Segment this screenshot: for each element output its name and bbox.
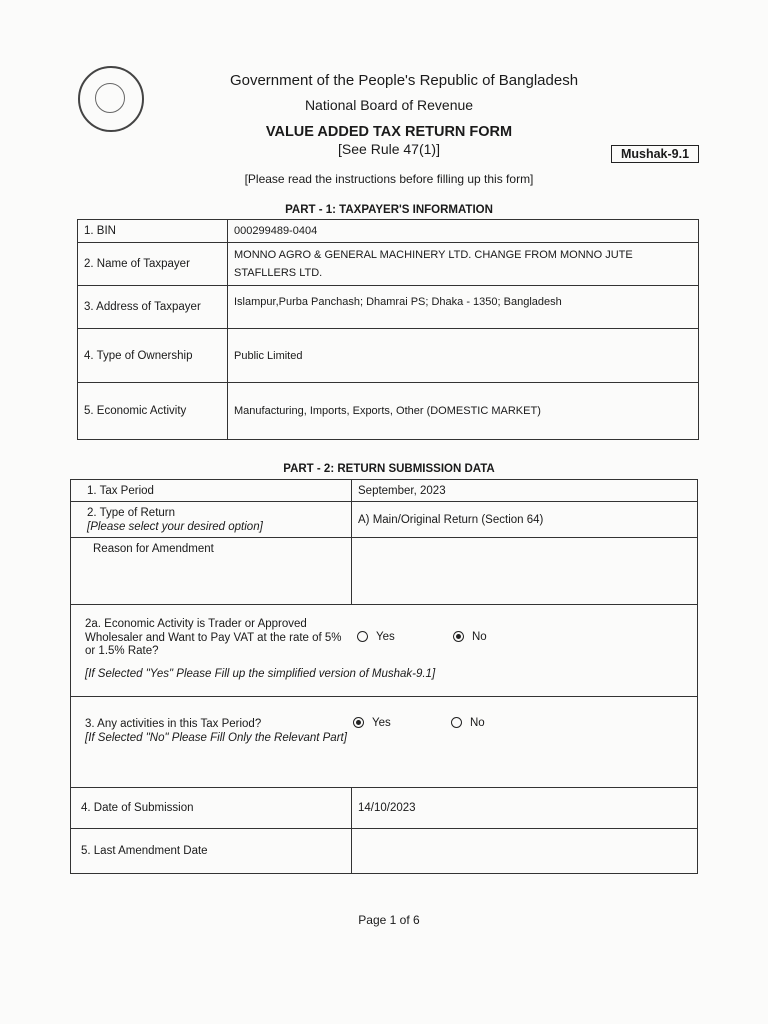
q3-yes-option[interactable] (353, 717, 391, 729)
q2a-note: [If Selected "Yes" Please Fill up the simplified version of Mushak-9.1] (85, 668, 436, 680)
form-title: VALUE ADDED TAX RETURN FORM (265, 124, 513, 140)
q3-label: 3. Any activities in this Tax Period? (85, 718, 262, 730)
taxpayer-address-label: 3. Address of Taxpayer (78, 286, 228, 329)
q3-no-radio[interactable] (451, 717, 462, 728)
type-of-return-value: A) Main/Original Return (Section 64) (352, 502, 698, 538)
economic-activity-label: 5. Economic Activity (78, 383, 228, 440)
part2-title: PART - 2: RETURN SUBMISSION DATA (283, 463, 495, 475)
q2a-no-option[interactable] (453, 631, 487, 643)
type-of-return-label: 2. Type of Return (87, 506, 176, 519)
government-heading: Government of the People's Republic of Bangladesh (229, 72, 579, 89)
bin-value: 000299489-0404 (228, 220, 699, 243)
table-row (71, 605, 698, 697)
table-row (71, 788, 698, 829)
table-row (78, 220, 699, 243)
return-submission-table (70, 479, 698, 874)
table-row (71, 697, 698, 788)
q3-yes-radio[interactable] (353, 717, 364, 728)
q2a-yes-radio[interactable] (357, 631, 368, 642)
q3-note: [If Selected "No" Please Fill Only the Relevant Part] (85, 732, 347, 744)
table-row (78, 383, 699, 440)
date-of-submission-label: 4. Date of Submission (71, 788, 352, 829)
q2a-no-label: No (472, 631, 487, 643)
table-row (71, 538, 698, 605)
date-of-submission-value: 14/10/2023 (352, 788, 698, 829)
q3-no-label: No (470, 717, 485, 729)
table-row (78, 243, 699, 286)
table-row (78, 286, 699, 329)
economic-activity-value: Manufacturing, Imports, Exports, Other (DOMESTIC MARKET) (228, 383, 699, 440)
q3-no-option[interactable] (451, 717, 485, 729)
last-amendment-date-label: 5. Last Amendment Date (71, 829, 352, 874)
reason-for-amendment-value (352, 538, 698, 605)
taxpayer-name-label: 2. Name of Taxpayer (78, 243, 228, 286)
tax-period-label: 1. Tax Period (71, 480, 352, 502)
form-instructions: [Please read the instructions before filling up this form] (244, 172, 534, 186)
type-of-return-hint: [Please select your desired option] (87, 520, 263, 533)
q2a-yes-option[interactable] (357, 631, 395, 643)
tax-period-value: September, 2023 (352, 480, 698, 502)
ownership-label: 4. Type of Ownership (78, 329, 228, 383)
taxpayer-info-table (77, 219, 699, 440)
last-amendment-date-value (352, 829, 698, 874)
q2a-yes-label: Yes (376, 631, 395, 643)
bin-label: 1. BIN (78, 220, 228, 243)
form-code-badge: Mushak-9.1 (611, 145, 699, 163)
q2a-label: 2a. Economic Activity is Trader or Approved Wholesaler and Want to Pay VAT at the rate of 5% or 1.5% Rate? (85, 618, 342, 657)
table-row (71, 480, 698, 502)
form-rule: [See Rule 47(1)] (338, 141, 440, 157)
table-row (71, 502, 698, 538)
page-number: Page 1 of 6 (358, 913, 420, 927)
table-row (71, 829, 698, 874)
reason-for-amendment-label: Reason for Amendment (71, 538, 352, 605)
taxpayer-address-value: Islampur,Purba Panchash; Dhamrai PS; Dhaka - 1350; Bangladesh (228, 286, 699, 329)
table-row (78, 329, 699, 383)
taxpayer-name-value: MONNO AGRO & GENERAL MACHINERY LTD. CHANGE FROM MONNO JUTE STAFLLERS LTD. (228, 243, 699, 286)
q3-yes-label: Yes (372, 717, 391, 729)
board-heading: National Board of Revenue (304, 97, 474, 113)
part1-title: PART - 1: TAXPAYER'S INFORMATION (285, 204, 493, 216)
q2a-no-radio[interactable] (453, 631, 464, 642)
ownership-value: Public Limited (228, 329, 699, 383)
